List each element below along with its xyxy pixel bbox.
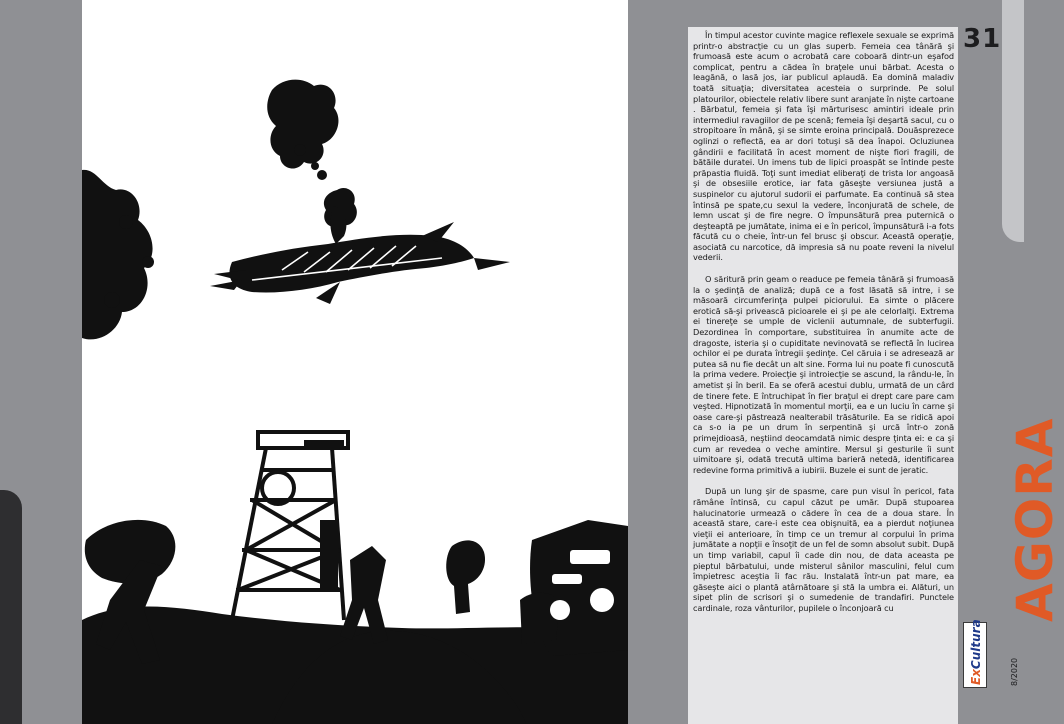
page-number: 31	[963, 24, 1002, 54]
article-paragraph-3: După un lung şir de spasme, care pun visul în pericol, fata rămâne întinsă, cu capul căzut pe umăr. După stupoarea halucinatorie urmează o cădere în cea de a doua stare. În această stare, care-i este cea obişnuită, ea a pierdut noţiunea vieţii ei anterioare, în timp ce un tremur al corpului în prima jumătate a nopţii e însoţit de un fel de somn absolut subit. După un timp variabil, capul îi cade din nou, de data aceasta pe pieptul bărbatului, unde misterul sânilor masculini, felul cum împietresc aceştia îi fac rău. Instalată într-un pat mare, ea găseşte aici o plantă atârnătoare şi stă la umbra ei. Alături, un sipet plin de scrisori şi o sumedenie de trandafiri. Punctele cardinale, roza vânturilor, pupilele o înconjoară cu	[693, 486, 954, 613]
magazine-title: AGORA	[1006, 417, 1064, 622]
logo-main-text: Cultura	[969, 619, 983, 670]
logo-accent-text: Ex	[969, 669, 983, 685]
collage-artwork	[82, 0, 628, 724]
collage-illustration	[82, 0, 628, 724]
magazine-logo	[963, 619, 987, 688]
article-paragraph-2: O săritură prin geam o readuce pe femeia tânără şi frumoasă la o şedinţă de analiză; după ce a fost lăsată să intre, i se măsoară circumferinţa pulpei piciorului. Ea simte o plăcere erotică să-şi privească picioarele ei şi pe ale celorlalţi. Extrema ei tinereţe se umple de viclenii autumnale, de subterfugii. Dezordinea în comportare, substituirea în anumite acte de dragoste, isteria şi o cupiditate nevinovată se reflectă în lucirea ochilor ei pe durata întregii şedinţe. Cel căruia i se adresează ar putea să nu fie decât un alt sine. Forma lui nu poate fi cunoscută la prima vedere. Proiecţie şi introiecţie se ascund, la rându-le, în ametist şi în beril. Ea se oferă acestui dublu, urmată de un cârd de tinere fete. E întruchipat în fier braţul ei drept care pare cam veşted. Hipnotizată în momentul morţii, ea e un luciu în carne şi oase care-şi păstrează nealterabil trăsăturile. Ea se ridică apoi ca s-o ia pe un drum în serpentină şi urcă într-o zonă primejdioasă, neştiind deocamdată nimic despre ţinta ei: e ca şi cum ar revedea o veche amintire. Mersul şi gesturile îi sunt uimitoare şi, odată trecută ultima barieră netedă, identificarea redevine forma primitivă a iubirii. Buzele ei sunt de jeratic.	[693, 274, 954, 475]
right-page-tab	[1002, 0, 1024, 242]
left-page-tab	[0, 490, 22, 724]
logo-wordmark	[967, 619, 985, 685]
article-text-panel	[688, 27, 958, 724]
article-paragraph-1: În timpul acestor cuvinte magice reflexele sexuale se exprimă printr-o abstracţie cu un glas superb. Femeia cea tânără şi frumoasă este acum o acrobată care coboară dintr-un eşafod complicat, pentru a cădea în braţele unui bărbat. Acesta o leagănă, o lasă jos, iar publicul aplaudă. Ea domină maladiv toată situaţia; diversitatea acesteia o surprinde. Pe solul platourilor, obiectele relativ libere sunt aranjate în nişte cartoane . Bărbatul, femeia şi fata îşi mărturisesc amintiri ideale prin intermediul ravagiilor de pe scenă; femeia îşi deşartă sacul, cu o stropitoare în mână, şi se simte eroina principală. Douăsprezece oglinzi o reflectă, ea ar dori totuşi să dea înapoi. Ocluziunea gândirii e facilitată în acest moment de nişte fiori fragili, de bătăile duratei. Un imens tub de lipici proaspăt se întinde peste prăpastia fluidă. Toţi sunt imediat eliberaţi de trista lor angoasă şi de obsesiile erotice, iar fata găseşte versiunea justă a suspinelor cu ajutorul sudorii ei parfumate. Ea continuă să stea întinsă pe spate,cu sexul la vedere, înconjurată de schele, de lemn uscat şi de fire negre. O împunsătură prea puternică o deşteaptă pe jumătate, inima ei e în pericol, împunsătură i-a fots făcută cu o cheie, într-un fel brusc şi obscur. Această operaţie, asociată cu narcotice, dă impresia să nu poate reveni la nivelul vederii.	[693, 30, 954, 263]
issue-date: 8/2020	[1010, 657, 1019, 686]
